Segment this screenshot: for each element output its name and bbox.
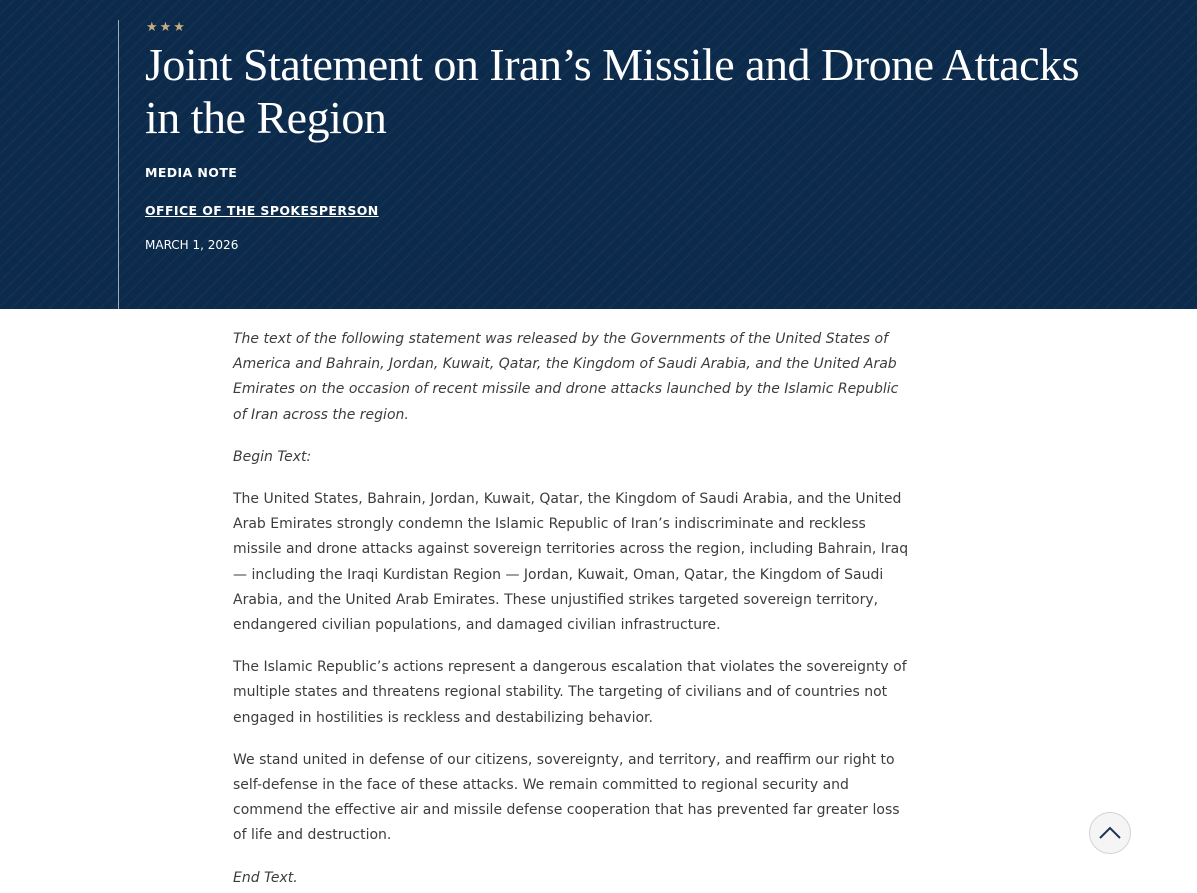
body-paragraph: The Islamic Republic’s actions represent a dangerous escalation that violates the sovereignty of multiple states and threatens regional stability. The targeting of civilians and of countries not engaged in hostilities is reckless and destabilizing behavior. (233, 659, 907, 726)
page-title: Joint Statement on Iran’s Missile and Drone Attacks in the Region (145, 39, 1079, 143)
body-paragraph: We stand united in defense of our citizens, sovereignty, and territory, and reaffirm our right to self-defense in the face of these attacks. We remain committed to regional security and commend the effective air and missile defense cooperation that has prevented far greater loss of life and destruction. (233, 751, 900, 844)
page-header-banner (0, 0, 1197, 309)
chevron-up-icon (1098, 824, 1122, 840)
begin-text-marker: Begin Text: (233, 448, 312, 465)
office-link[interactable]: OFFICE OF THE SPOKESPERSON (145, 203, 379, 218)
publish-date: MARCH 1, 2026 (145, 238, 239, 252)
article-body (233, 327, 913, 893)
content-type-label: MEDIA NOTE (145, 165, 238, 180)
back-to-top-button[interactable] (1089, 812, 1131, 854)
header-vertical-rule (118, 20, 119, 309)
end-text-marker: End Text. (233, 869, 298, 886)
star-icon: ★★★ (146, 20, 187, 35)
intro-paragraph: The text of the following statement was released by the Governments of the United States of America and Bahrain, Jordan, Kuwait, Qatar, the Kingdom of Saudi Arabia, and the United Arab Emirates on the occasion of recent missile and drone attacks launched by the Islamic Republic of Iran across the region. (233, 331, 899, 423)
body-paragraph: The United States, Bahrain, Jordan, Kuwait, Qatar, the Kingdom of Saudi Arabia, and the United Arab Emirates strongly condemn the Islamic Republic of Iran’s indiscriminate and reckless missile and drone attacks against sovereign territories across the region, including Bahrain, Iraq — including the Iraqi Kurdistan Region — Jordan, Kuwait, Oman, Qatar, the Kingdom of Saudi Arabia, and the United Arab Emirates. These unjustified strikes targeted sovereign territory, endangered civilian populations, and damaged civilian infrastructure. (233, 491, 909, 634)
